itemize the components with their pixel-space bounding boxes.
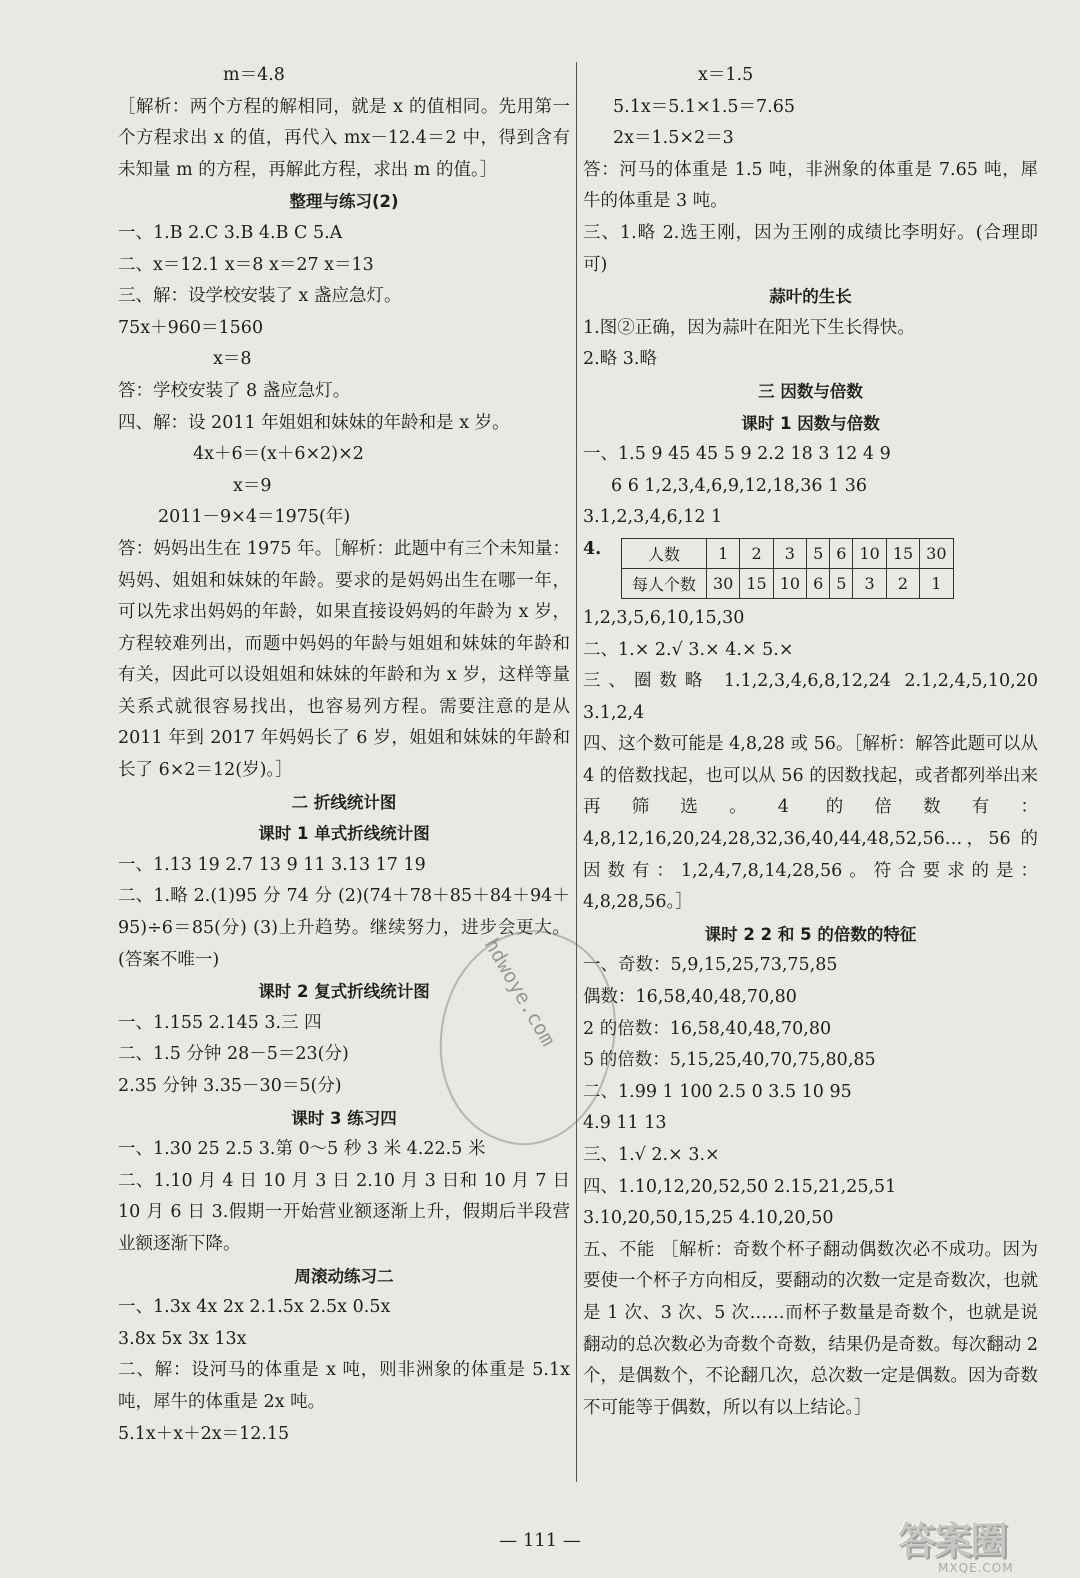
text-line: 一、1.13 19 2.7 13 9 11 3.13 17 19: [118, 854, 426, 875]
text-paragraph: 二、解：设河马的体重是 x 吨，则非洲象的体重是 5.1x吨，犀牛的体重是 2x 吨。: [118, 1360, 570, 1412]
text-line: 3.10,20,50,15,25 4.10,20,50: [583, 1208, 834, 1229]
equation-line: x＝9: [233, 475, 272, 496]
equation-line: 5.1x＝5.1×1.5＝7.65: [613, 96, 795, 117]
lesson-heading: 课时 1 单式折线统计图: [258, 824, 430, 844]
equation-line: x＝1.5: [698, 65, 754, 85]
equation-line: 2011－9×4＝1975(年): [158, 507, 351, 528]
equation-line: x＝8: [213, 349, 252, 370]
table-block: [583, 534, 1038, 603]
text-line: 一、1.5 9 45 45 5 9 2.2 18 3 12 4 9: [583, 444, 891, 465]
table-cell: 15: [886, 538, 919, 568]
table-cell: 6: [807, 568, 830, 598]
text-line: 一、1.155 2.145 3.三 四: [118, 1012, 322, 1033]
text-line: 四、解：设 2011 年姐姐和妹妹的年龄和是 x 岁。: [118, 412, 510, 433]
table-cell: 30: [707, 568, 740, 598]
table-cell: 30: [920, 538, 953, 568]
section-heading: 周滚动练习二: [294, 1266, 394, 1286]
text-line: m＝4.8: [223, 65, 285, 85]
text-paragraph: 答：河马的体重是 1.5 吨，非洲象的体重是 7.65 吨，犀牛的体重是 3 吨。: [583, 159, 1038, 212]
question-number: 4.: [583, 538, 602, 559]
table-row-header: 每人个数: [622, 568, 707, 598]
analysis-paragraph: 答：妈妈出生在 1975 年。［解析：此题中有三个未知量：妈妈、姐姐和妹妹的年龄。要求的是妈妈出生在哪一年，可以先求出妈妈的年龄，如果直接设妈妈的年龄为 x 岁，方程较难列出，而题中妈妈的年龄与姐姐和妹妹的年龄和有关，因此可以设姐姐和妹妹的年龄和为 x 岁，这样等量关系式就很容易找出，也容易列方程。需要注意的是从 2011 年到 2017 年妈妈长了 6 岁，姐姐和妹妹的年龄和长了 6×2＝12(岁)。］: [118, 538, 570, 781]
text-line: 答：学校安装了 8 盏应急灯。: [118, 380, 351, 401]
table-row: [622, 538, 954, 568]
table-cell: 15: [740, 568, 773, 598]
text-line: 一、1.B 2.C 3.B 4.B C 5.A: [118, 222, 343, 243]
lesson-heading: 课时 2 2 和 5 的倍数的特征: [704, 924, 917, 944]
lesson-heading: 课时 3 练习四: [291, 1108, 397, 1128]
lesson-heading: 课时 1 因数与倍数: [741, 413, 880, 433]
chapter-heading: 三 因数与倍数: [758, 381, 863, 401]
text-line: 偶数：16,58,40,48,70,80: [583, 987, 797, 1008]
page-number: — 111 —: [499, 1530, 581, 1551]
text-line: 2.略 3.略: [583, 349, 657, 370]
text-line: 3.1,2,3,4,6,12 1: [583, 507, 723, 528]
text-line: 二、1.× 2.√ 3.× 4.× 5.×: [583, 639, 794, 660]
text-line: 一、1.3x 4x 2x 2.1.5x 2.5x 0.5x: [118, 1297, 391, 1318]
analysis-paragraph: ［解析：两个方程的解相同，就是 x 的值相同。先用第一个方程求出 x 的值，再代入 mx－12.4＝2 中，得到含有未知量 m 的方程，再解此方程，求出 m 的值。］: [118, 96, 570, 180]
equation-line: 2x＝1.5×2＝3: [613, 128, 734, 149]
equation-line: 75x＋960＝1560: [118, 317, 264, 338]
factor-table: [621, 538, 954, 599]
text-line: 四、1.10,12,20,52,50 2.15,21,25,51: [583, 1176, 897, 1197]
watermark-text: hdwoye.com: [479, 933, 561, 1051]
lesson-heading: 课时 2 复式折线统计图: [258, 982, 430, 1002]
text-paragraph: 二、1.略 2.(1)95 分 74 分 (2)(74＋78＋85＋84＋94＋95)÷6＝85(分) (3)上升趋势。继续努力，进步会更大。(答案不唯一): [118, 886, 570, 970]
text-line: 2 的倍数：16,58,40,48,70,80: [583, 1018, 832, 1039]
text-paragraph: 二、1.10 月 4 日 10 月 3 日 2.10 月 3 日和 10 月 7 日 10 月 6 日 3.假期一开始营业额逐渐上升，假期后半段营业额逐渐下降。: [118, 1170, 570, 1254]
text-line: 三、1.√ 2.× 3.×: [583, 1145, 720, 1165]
column-divider: [576, 62, 577, 1482]
section-heading: 整理与练习(2): [289, 192, 399, 212]
analysis-paragraph: 五、不能 ［解析：奇数个杯子翻动偶数次必不成功。因为要使一个杯子方向相反，要翻动的次数一定是奇数次，也就是 1 次、3 次、5 次……而杯子数量是奇数个，也就是说翻动的总次数必为奇数个奇数，结果仍是奇数。每次翻动 2 个，是偶数个，不论翻几次，总次数一定是偶数。因为奇数不可能等于偶数，所以有以上结论。］: [583, 1239, 1038, 1418]
text-line: 4.9 11 13: [583, 1113, 667, 1134]
site-logo: [898, 1510, 1068, 1575]
table-cell: 5: [807, 538, 830, 568]
table-cell: 6: [830, 538, 853, 568]
table-cell: 10: [773, 568, 806, 598]
left-column: [118, 60, 570, 1450]
logo-text: 答案圈: [898, 1519, 1007, 1563]
text-line: 二、x＝12.1 x＝8 x＝27 x＝13: [118, 254, 374, 275]
table-cell: 5: [830, 568, 853, 598]
text-line: 二、1.5 分钟 28－5＝23(分): [118, 1044, 349, 1065]
right-column: [583, 60, 1038, 1424]
table-row-header: 人数: [622, 538, 707, 568]
chapter-heading: 二 折线统计图: [291, 792, 397, 812]
text-line: 5 的倍数：5,15,25,40,70,75,80,85: [583, 1050, 876, 1071]
text-line: 1,2,3,5,6,10,15,30: [583, 607, 745, 628]
equation-line: 5.1x＋x＋2x＝12.15: [118, 1423, 290, 1444]
analysis-paragraph: 四、这个数可能是 4,8,28 或 56。［解析：解答此题可以从 4 的倍数找起，也可以从 56 的因数找起，或者都列举出来再筛选。4 的倍数有：4,8,12,16,20,24,28,32,36,40,44,48,52,56…，56 的因数有：1,2,4,7,8,14,28,56。符合要求的是：4,8,28,56。］: [583, 734, 1038, 913]
table-cell: 1: [920, 568, 953, 598]
section-heading: 蒜叶的生长: [769, 287, 852, 307]
text-paragraph: 三、圈数略 1.1,2,3,4,6,8,12,24 2.1,2,4,5,10,20 3.1,2,4: [583, 671, 1038, 723]
table-cell: 10: [853, 538, 886, 568]
table-cell: 2: [886, 568, 919, 598]
text-line: 一、1.30 25 2.5 3.第 0～5 秒 3 米 4.22.5 米: [118, 1139, 486, 1160]
logo-url: MXQE.COM: [938, 1561, 1014, 1575]
text-line: 三、解：设学校安装了 x 盏应急灯。: [118, 286, 402, 307]
equation-line: 4x＋6＝(x＋6×2)×2: [193, 444, 364, 465]
text-line: 一、奇数：5,9,15,25,73,75,85: [583, 955, 838, 976]
table-cell: 3: [853, 568, 886, 598]
table-cell: 3: [773, 538, 806, 568]
text-line: 6 6 1,2,3,4,6,9,12,18,36 1 36: [611, 475, 868, 496]
table-cell: 1: [707, 538, 740, 568]
text-line: 3.8x 5x 3x 13x: [118, 1328, 247, 1349]
table-row: [622, 568, 954, 598]
text-line: 二、1.99 1 100 2.5 0 3.5 10 95: [583, 1081, 852, 1102]
text-line: 1.图②正确，因为蒜叶在阳光下生长得快。: [583, 317, 915, 338]
text-paragraph: 三、1.略 2.选王刚，因为王刚的成绩比李明好。(合理即可): [583, 222, 1038, 275]
table-cell: 2: [740, 538, 773, 568]
text-line: 2.35 分钟 3.35－30＝5(分): [118, 1076, 342, 1096]
